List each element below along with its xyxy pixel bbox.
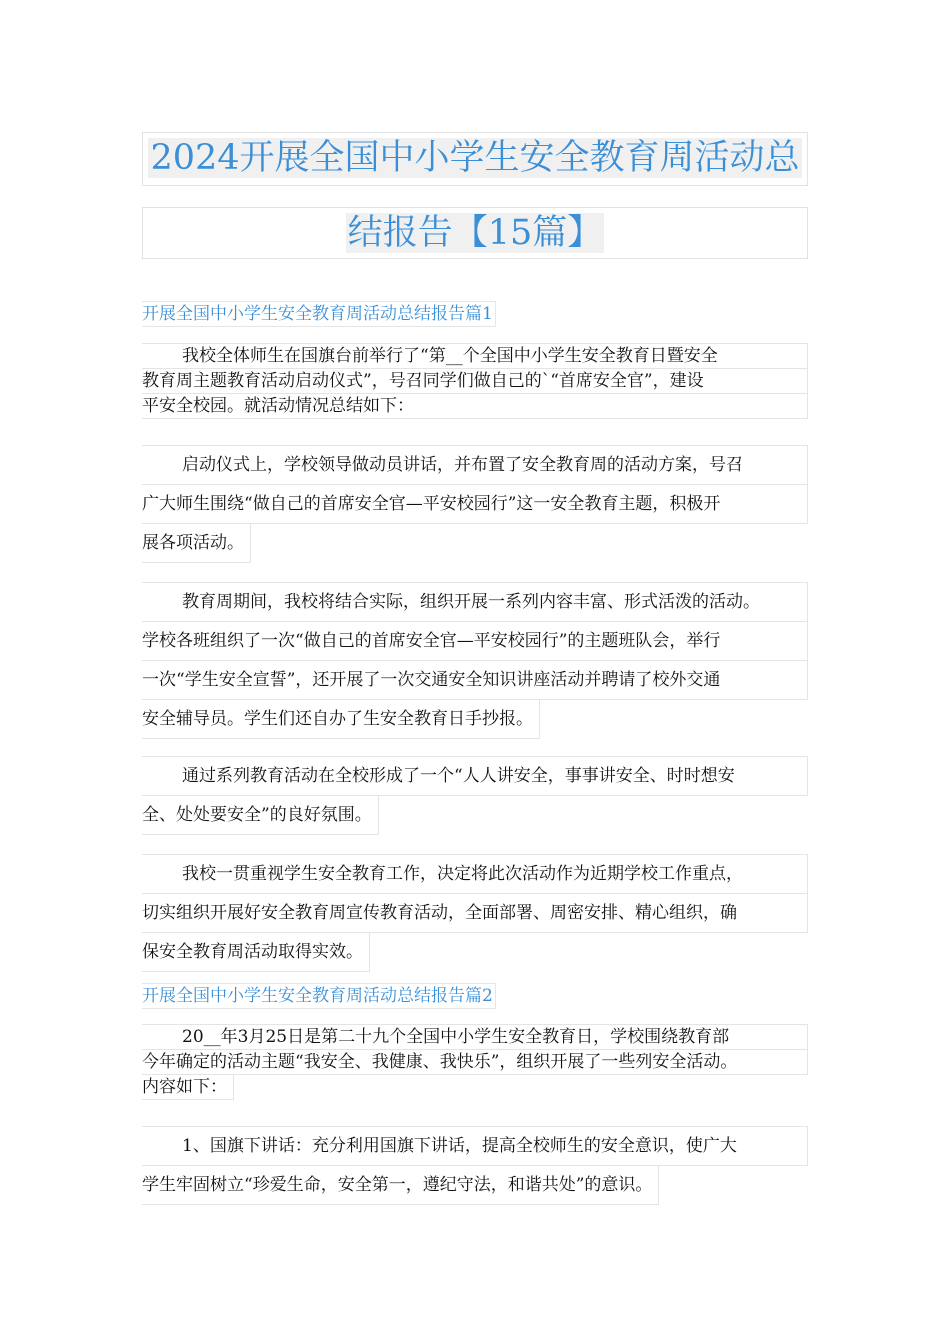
- section-1-paragraph-5: [142, 854, 808, 977]
- section-2-paragraph-2: [142, 1126, 808, 1210]
- text-line: 平安全校园。就活动情况总结如下：: [142, 394, 808, 419]
- text-line: 一次“学生安全宣誓”，还开展了一次交通安全知识讲座活动并聘请了校外交通: [142, 661, 808, 700]
- text-line: 1、国旗下讲话：充分利用国旗下讲话，提高全校师生的安全意识，使广大: [142, 1126, 808, 1166]
- section-1-paragraph-1: [142, 343, 808, 419]
- section-1-paragraph-2: [142, 445, 808, 568]
- text-line: 切实组织开展好安全教育周宣传教育活动，全面部署、周密安排、精心组织，确: [142, 894, 808, 933]
- text-line: 展各项活动。: [142, 524, 251, 563]
- text-line: 启动仪式上，学校领导做动员讲话，并布置了安全教育周的活动方案，号召: [142, 445, 808, 485]
- text-line: 我校一贯重视学生安全教育工作，决定将此次活动作为近期学校工作重点，: [142, 854, 808, 894]
- text-line: 安全辅导员。学生们还自办了生安全教育日手抄报。: [142, 700, 540, 739]
- section-1-paragraph-3: [142, 582, 808, 744]
- text-line: 广大师生围绕“做自己的首席安全官—平安校园行”这一安全教育主题，积极开: [142, 485, 808, 524]
- section-2-heading: 开展全国中小学生安全教育周活动总结报告篇2: [142, 983, 496, 1009]
- text-line: 保安全教育周活动取得实效。: [142, 933, 370, 972]
- text-line: 学生牢固树立“珍爱生命，安全第一，遵纪守法，和谐共处”的意识。: [142, 1166, 659, 1205]
- text-line: 学校各班组织了一次“做自己的首席安全官—平安校园行”的主题班队会，举行: [142, 622, 808, 661]
- text-line: 教育周期间，我校将结合实际，组织开展一系列内容丰富、形式活泼的活动。: [142, 582, 808, 622]
- text-line: 我校全体师生在国旗台前举行了“第__个全国中小学生安全教育日暨安全: [142, 343, 808, 369]
- text-line: 通过系列教育活动在全校形成了一个“人人讲安全，事事讲安全、时时想安: [142, 756, 808, 796]
- section-1-heading: 开展全国中小学生安全教育周活动总结报告篇1: [142, 301, 496, 327]
- document-title-line-1: 2024开展全国中小学生安全教育周活动总: [142, 132, 808, 186]
- text-line: 全、处处要安全”的良好氛围。: [142, 796, 379, 835]
- document-title-line-2: 结报告【15篇】: [142, 207, 808, 259]
- section-1-paragraph-4: [142, 756, 808, 840]
- text-line: 今年确定的活动主题“我安全、我健康、我快乐”，组织开展了一些列安全活动。: [142, 1050, 808, 1075]
- text-line: 内容如下：: [142, 1075, 234, 1100]
- section-2-paragraph-1: [142, 1024, 808, 1105]
- text-line: 20__年3月25日是第二十九个全国中小学生安全教育日，学校围绕教育部: [142, 1024, 808, 1050]
- text-line: 教育周主题教育活动启动仪式”，号召同学们做自己的`“首席安全官”，建设: [142, 369, 808, 394]
